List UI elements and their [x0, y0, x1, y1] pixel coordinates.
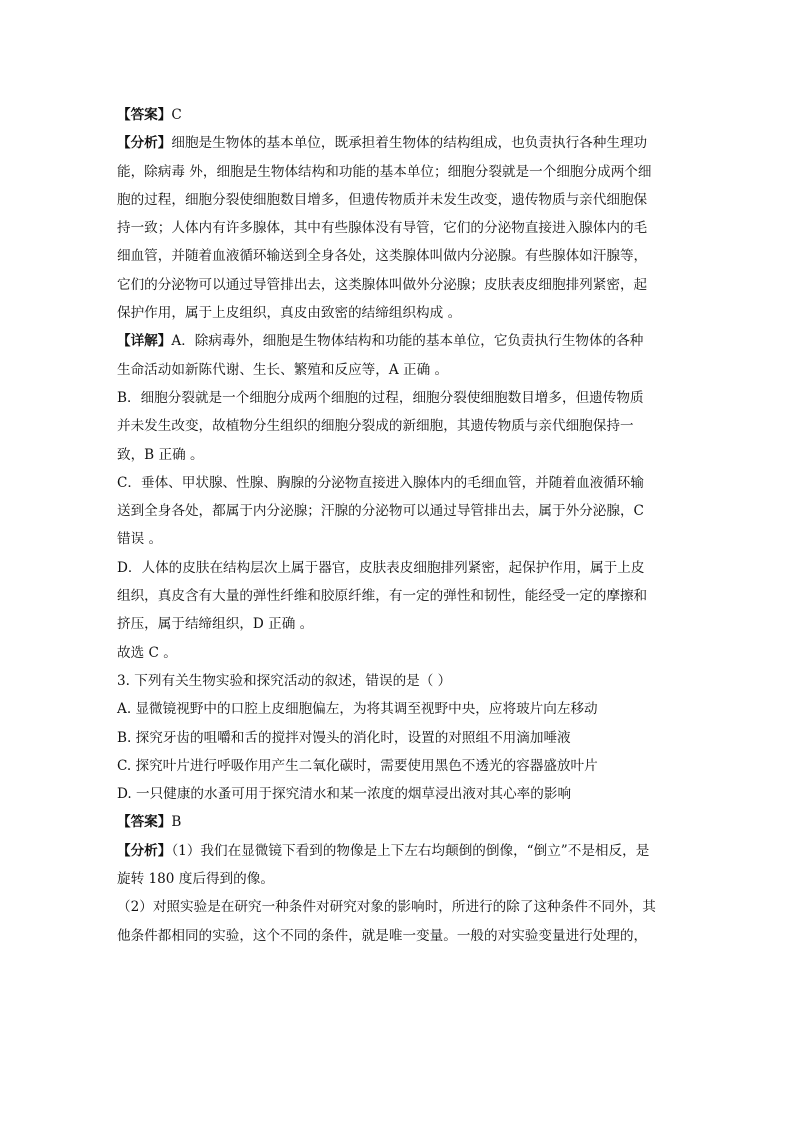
detail-line: 挤压，属于结缔组织，D 正确 。 — [117, 616, 314, 633]
analysis-line: 细血管，并随着血液循环输送到全身各处，这类腺体叫做内分泌腺。有些腺体如汗腺等， — [117, 248, 648, 265]
analysis-line — [117, 129, 677, 157]
detail-line: 错误 。 — [117, 531, 163, 548]
question-stem: 3. 下列有关生物实验和探究活动的叙述，错误的是（ ） — [117, 672, 452, 689]
analysis-line: 保护作用，属于上皮组织，真皮由致密的结缔组织构成 。 — [117, 305, 462, 322]
analysis-line: 持一致；人体内有许多腺体，其中有些腺体没有导管，它们的分泌物直接进入腺体内的毛 — [117, 220, 648, 237]
detail-line: 致，B 正确 。 — [117, 446, 204, 463]
answer-tag: 【答案】 — [117, 107, 172, 123]
analysis-tag: 【分析】 — [117, 135, 172, 152]
conclusion-line: 故选 C 。 — [117, 644, 177, 661]
analysis-line: 胞的过程，细胞分裂使细胞数目增多，但遗传物质并未发生改变，遗传物质与亲代细胞保 — [117, 191, 648, 208]
analysis-line: 旋转 180 度后得到的像。 — [117, 871, 274, 888]
document-page — [117, 101, 677, 950]
answer-tag: 【答案】 — [117, 814, 172, 831]
detail-line: 组织，真皮含有大量的弹性纤维和胶原纤维，有一定的弹性和韧性，能经受一定的摩擦和 — [117, 588, 648, 605]
option-a: A. 显微镜视野中的口腔上皮细胞偏左，为将其调至视野中央，应将玻片向左移动 — [117, 701, 598, 718]
analysis-line: 他条件都相同的实验，这个不同的条件，就是唯一变量。一般的对实验变量进行处理的， — [117, 927, 648, 944]
analysis-text: （1）我们在显微镜下看到的物像是上下左右均颠倒的倒像，“倒立”不是相反，是 — [171, 842, 650, 859]
answer-value: C — [171, 107, 182, 123]
detail-line: C．垂体、甲状腺、性腺、胸腺的分泌物直接进入腺体内的毛细血管，并随着血液循环输 — [117, 474, 644, 491]
answer-line — [117, 101, 677, 129]
detail-text: A．除病毒外，细胞是生物体结构和功能的基本单位，它负责执行生物体的各种 — [171, 333, 644, 350]
analysis-line: 能，除病毒 外，细胞是生物体结构和功能的基本单位；细胞分裂就是一个细胞分成两个细 — [117, 163, 652, 180]
detail-line: D．人体的皮肤在结构层次上属于器官，皮肤表皮细胞排列紧密，起保护作用，属于上皮 — [117, 559, 645, 576]
answer-line — [117, 808, 677, 836]
analysis-line: （2）对照实验是在研究一种条件对研究对象的影响时，所进行的除了这种条件不同外，其 — [117, 899, 656, 916]
option-b: B. 探究牙齿的咀嚼和舌的搅拌对馒头的消化时，设置的对照组不用滴加唾液 — [117, 729, 571, 746]
detail-line — [117, 327, 677, 355]
analysis-line — [117, 837, 677, 865]
detail-line: B．细胞分裂就是一个细胞分成两个细胞的过程，细胞分裂使细胞数目增多，但遗传物质 — [117, 389, 644, 406]
analysis-tag: 【分析】 — [117, 842, 172, 859]
detail-line: 送到全身各处，都属于内分泌腺；汗腺的分泌物可以通过导管排出去，属于外分泌腺，C — [117, 503, 644, 520]
analysis-line: 它们的分泌物可以通过导管排出去，这类腺体叫做外分泌腺；皮肤表皮细胞排列紧密，起 — [117, 276, 648, 293]
detail-line: 生命活动如新陈代谢、生长、繁殖和反应等，A 正确 。 — [117, 361, 449, 378]
detail-line: 并未发生改变，故植物分生组织的细胞分裂成的新细胞，其遗传物质与亲代细胞保持一 — [117, 418, 634, 435]
analysis-text: 细胞是生物体的基本单位，既承担着生物体的结构组成，也负责执行各种生理功 — [171, 135, 648, 152]
answer-value: B — [171, 814, 182, 831]
option-d: D. 一只健康的水蚤可用于探究清水和某一浓度的烟草浸出液对其心率的影响 — [117, 786, 572, 803]
detail-tag: 【详解】 — [117, 333, 172, 350]
option-c: C. 探究叶片进行呼吸作用产生二氧化碳时，需要使用黑色不透光的容器盛放叶片 — [117, 757, 598, 774]
